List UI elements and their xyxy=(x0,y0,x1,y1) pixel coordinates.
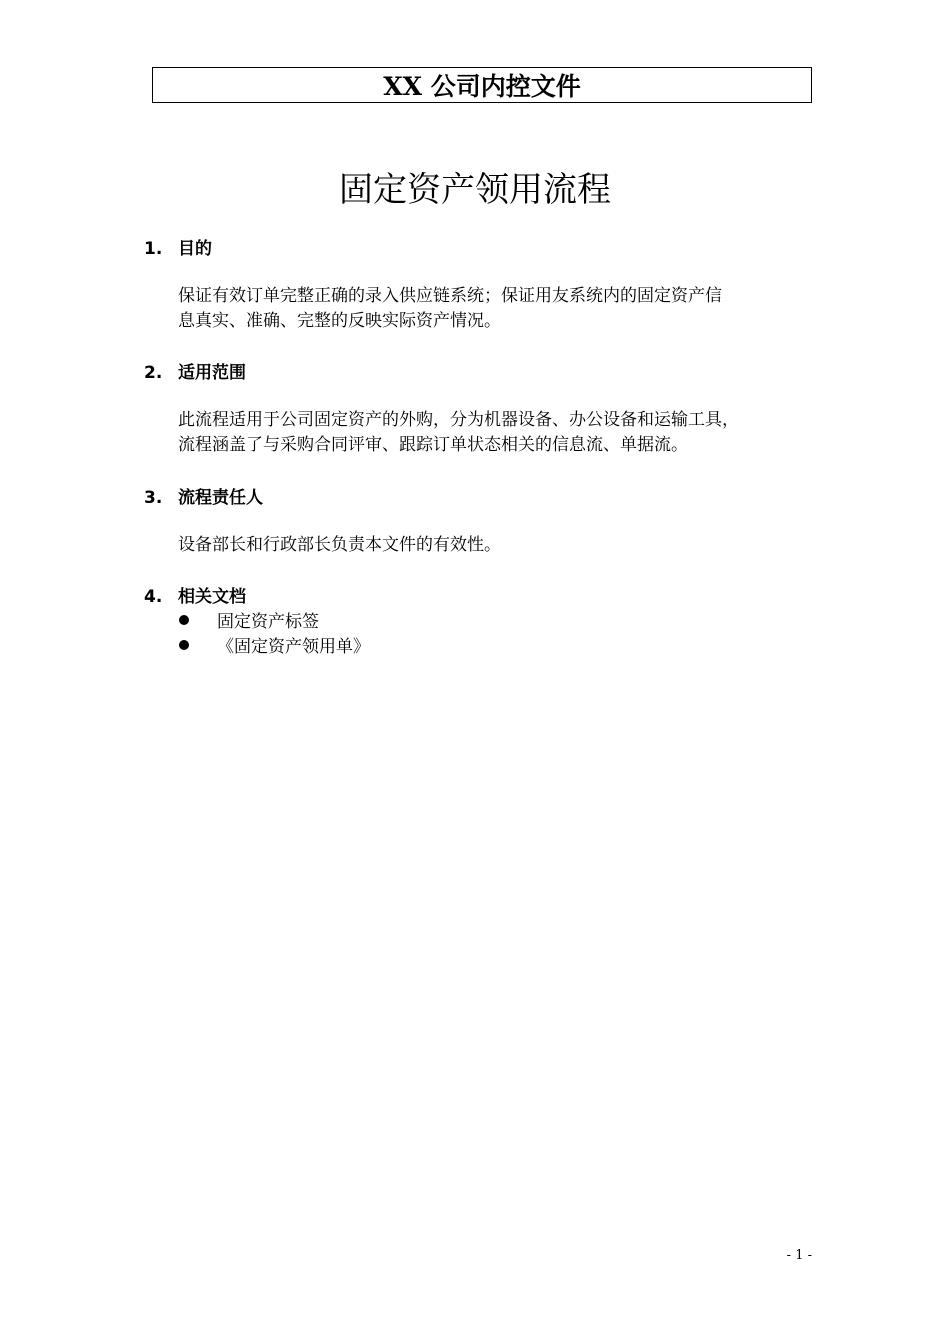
list-item-text: 固定资产标签 xyxy=(217,612,319,632)
section-title: 适用范围 xyxy=(178,363,246,383)
paragraph-line: 设备部长和行政部长负责本文件的有效性。 xyxy=(178,535,501,555)
section-title: 相关文档 xyxy=(178,587,246,607)
bullet-icon xyxy=(179,615,189,625)
section-title: 流程责任人 xyxy=(178,488,263,508)
section-heading-owner xyxy=(144,483,263,508)
header-box xyxy=(152,67,812,103)
header-title: XX 公司内控文件 xyxy=(383,72,581,101)
section-heading-scope xyxy=(144,358,246,383)
section-number: 1. xyxy=(144,239,163,259)
bullet-icon xyxy=(179,640,189,650)
section-title: 目的 xyxy=(178,239,212,259)
list-item-text: 《固定资产领用单》 xyxy=(217,637,370,657)
page-number: - 1 - xyxy=(786,1248,812,1263)
paragraph-line: 息真实、准确、完整的反映实际资产情况。 xyxy=(178,311,501,331)
section-heading-documents xyxy=(144,582,246,607)
section-body-purpose xyxy=(178,284,828,334)
list-item xyxy=(178,607,319,632)
paragraph-line: 保证有效订单完整正确的录入供应链系统；保证用友系统内的固定资产信 xyxy=(178,286,722,306)
section-heading-purpose xyxy=(144,234,212,259)
section-number: 2. xyxy=(144,363,163,383)
section-body-scope xyxy=(178,408,828,458)
section-body-owner xyxy=(178,533,828,558)
paragraph-line: 流程涵盖了与采购合同评审、跟踪订单状态相关的信息流、单据流。 xyxy=(178,435,688,455)
section-number: 4. xyxy=(144,587,163,607)
paragraph-line: 此流程适用于公司固定资产的外购，分为机器设备、办公设备和运输工具， xyxy=(178,410,739,430)
section-number: 3. xyxy=(144,488,163,508)
list-item xyxy=(178,632,370,657)
document-title: 固定资产领用流程 xyxy=(339,170,611,210)
